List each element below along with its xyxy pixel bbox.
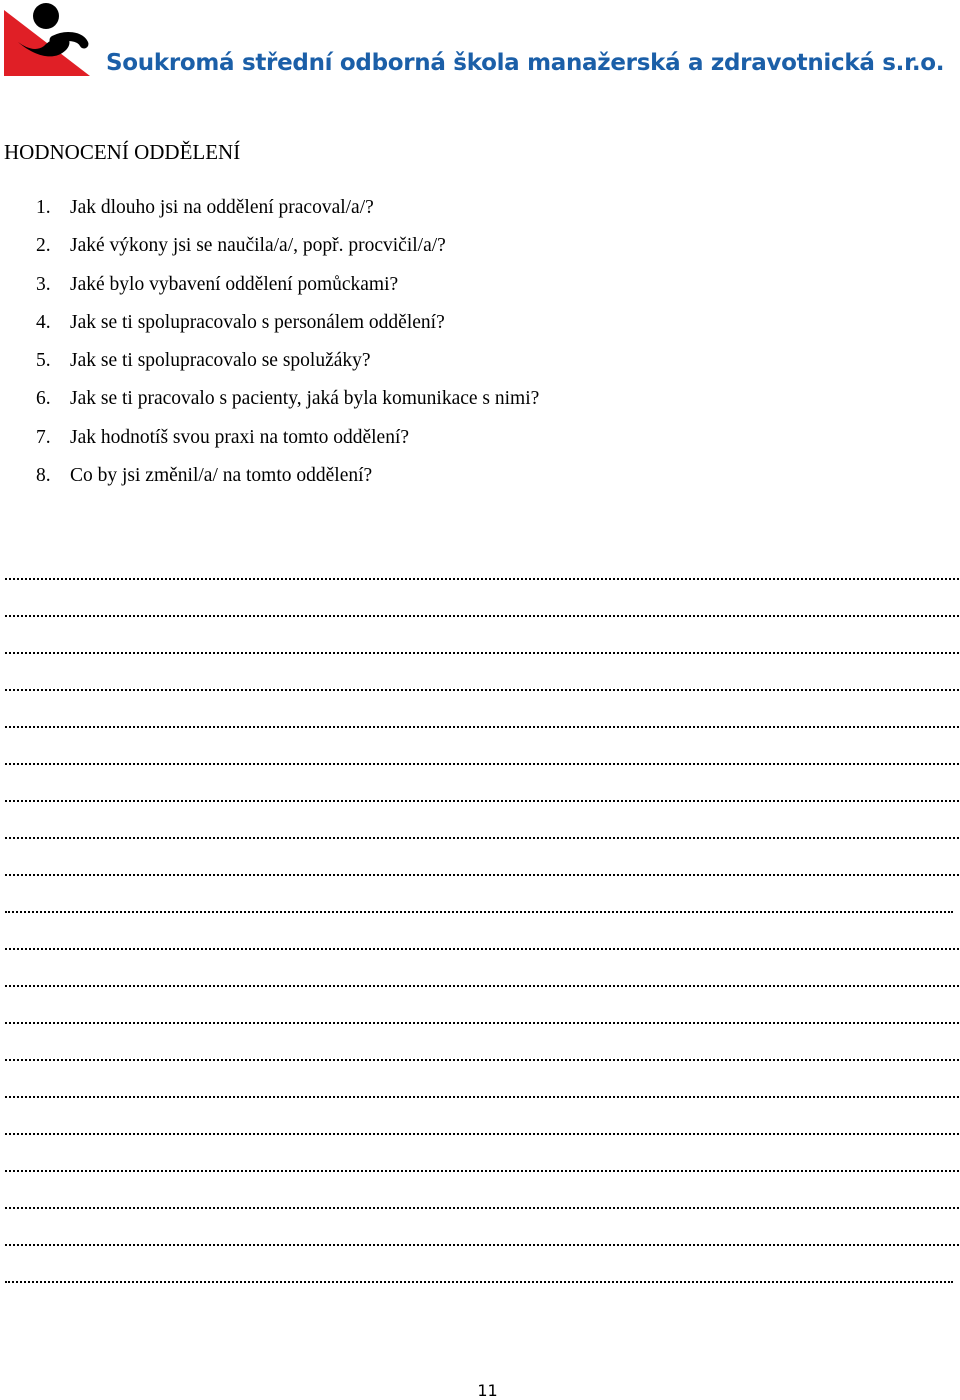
question-text: Jaké výkony jsi se naučila/a/, popř. procvičil/a/?	[70, 235, 446, 257]
page-header	[0, 0, 960, 90]
question-number: 2.	[36, 235, 51, 257]
question-text: Jaké bylo vybavení oddělení pomůckami?	[70, 273, 399, 295]
answer-line[interactable]	[5, 1078, 959, 1115]
document-title: HODNOCENÍ ODDĚLENÍ	[4, 140, 241, 164]
question-text: Jak se ti pracovalo s pacienty, jaká byla komunikace s nimi?	[70, 388, 540, 410]
question-number: 6.	[36, 388, 51, 410]
question-number: 7.	[36, 426, 51, 448]
answer-line[interactable]	[5, 671, 959, 708]
school-logo-icon	[4, 2, 92, 78]
question-number: 1.	[36, 197, 51, 218]
answer-line[interactable]	[5, 745, 959, 782]
answer-line[interactable]	[5, 1152, 959, 1189]
question-text: Jak se ti spolupracovalo s personálem oddělení?	[70, 311, 445, 333]
question-number: 3.	[36, 273, 51, 295]
answer-line[interactable]	[5, 1115, 959, 1152]
answer-line[interactable]	[5, 1041, 959, 1078]
question-text: Jak se ti spolupracovalo se spolužáky?	[70, 350, 371, 372]
answer-line[interactable]	[5, 782, 959, 819]
answer-lines	[5, 560, 959, 1300]
answer-line[interactable]	[5, 1226, 959, 1263]
answer-line[interactable]	[5, 1189, 959, 1226]
answer-line[interactable]	[5, 1263, 959, 1300]
answer-line[interactable]	[5, 597, 959, 634]
question-number: 5.	[36, 350, 51, 372]
answer-line[interactable]	[5, 893, 959, 930]
answer-line[interactable]	[5, 856, 959, 893]
question-text: Co by jsi změnil/a/ na tomto oddělení?	[70, 465, 373, 487]
question-number: 4.	[36, 311, 51, 333]
answer-line[interactable]	[5, 930, 959, 967]
answer-line[interactable]	[5, 819, 959, 856]
question-number: 8.	[36, 465, 51, 487]
question-text: Jak dlouho jsi na oddělení pracoval/a/?	[70, 197, 374, 218]
answer-line[interactable]	[5, 708, 959, 745]
answer-line[interactable]	[5, 967, 959, 1004]
answer-line[interactable]	[5, 560, 959, 597]
school-name: Soukromá střední odborná škola manažerská a zdravotnická s.r.o.	[106, 50, 945, 76]
answer-line[interactable]	[5, 1004, 959, 1041]
question-text: Jak hodnotíš svou praxi na tomto oddělení?	[70, 426, 410, 448]
page-number: 11	[477, 1381, 498, 1400]
answer-line[interactable]	[5, 634, 959, 671]
